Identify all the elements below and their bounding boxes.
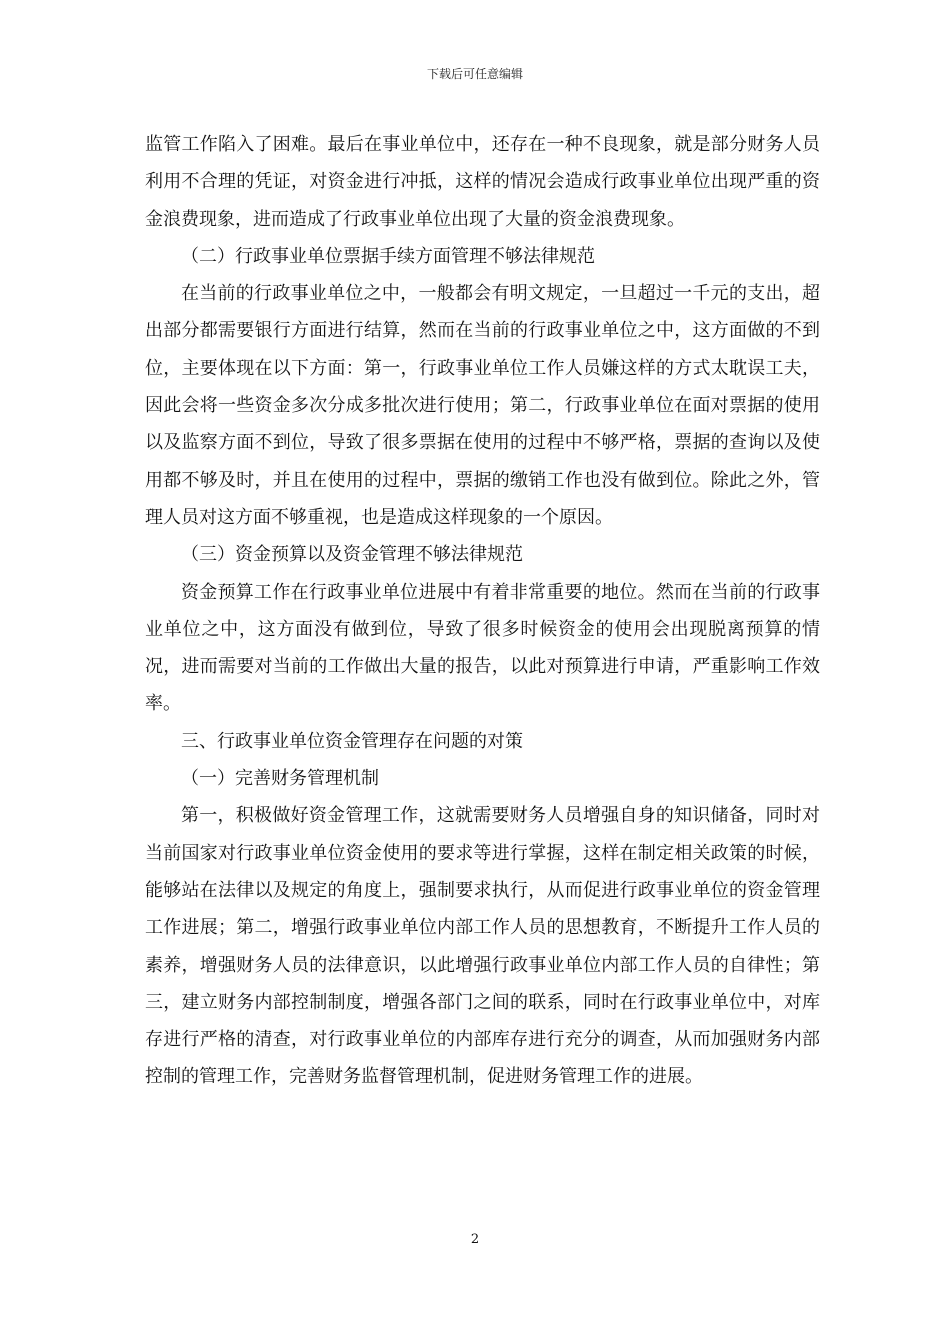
page-number: 2: [470, 1232, 480, 1247]
section-heading-3: 三、行政事业单位资金管理存在问题的对策: [181, 730, 523, 752]
paragraph-receipts: 在当前的行政事业单位之中，一般都会有明文规定，一旦超过一千元的支出，超出部分都需要银行方面进行结算，然而在当前的行政事业单位之中，这方面做的不到位，主要体现在以下方面：第一，行政事业单位工作人员嫌这样的方式太耽误工夫，因此会将一些资金多次分成多批次进行使用；第二，行政事业单位在面对票据的使用以及监察方面不到位，导致了很多票据在使用的过程中不够严格，票据的查询以及使用都不够及时，并且在使用的过程中，票据的缴销工作也没有做到位。除此之外，管理人员对这方面不够重视，也是造成这样现象的一个原因。: [145, 283, 820, 528]
subheading-3: （三）资金预算以及资金管理不够法律规范: [181, 544, 523, 566]
paragraph-mechanism: 第一，积极做好资金管理工作，这就需要财务人员增强自身的知识储备，同时对当前国家对行政事业单位资金使用的要求等进行掌握，这样在制定相关政策的时候，能够站在法律以及规定的角度上，强制要求执行，从而促进行政事业单位的资金管理工作进展；第二，增强行政事业单位内部工作人员的思想教育，不断提升工作人员的素养，增强财务人员的法律意识，以此增强行政事业单位内部工作人员的自律性；第三，建立财务内部控制制度，增强各部门之间的联系，同时在行政事业单位中，对库存进行严格的清查，对行政事业单位的内部库存进行充分的调查，从而加强财务内部控制的管理工作，完善财务监督管理机制，促进财务管理工作的进展。: [145, 805, 820, 1088]
page-header: 下载后可任意编辑: [426, 67, 523, 81]
subheading-1: （一）完善财务管理机制: [181, 768, 379, 790]
subheading-2: （二）行政事业单位票据手续方面管理不够法律规范: [181, 245, 595, 267]
document-body: [145, 126, 820, 1096]
paragraph-budget: 资金预算工作在行政事业单位进展中有着非常重要的地位。然而在当前的行政事业单位之中，这方面没有做到位，导致了很多时候资金的使用会出现脱离预算的情况，进而需要对当前的工作做出大量的报告，以此对预算进行申请，严重影响工作效率。: [145, 581, 820, 715]
paragraph-continuation: 监管工作陷入了困难。最后在事业单位中，还存在一种不良现象，就是部分财务人员利用不合理的凭证，对资金进行冲抵，这样的情况会造成行政事业单位出现严重的资金浪费现象，进而造成了行政事业单位出现了大量的资金浪费现象。: [145, 134, 820, 230]
